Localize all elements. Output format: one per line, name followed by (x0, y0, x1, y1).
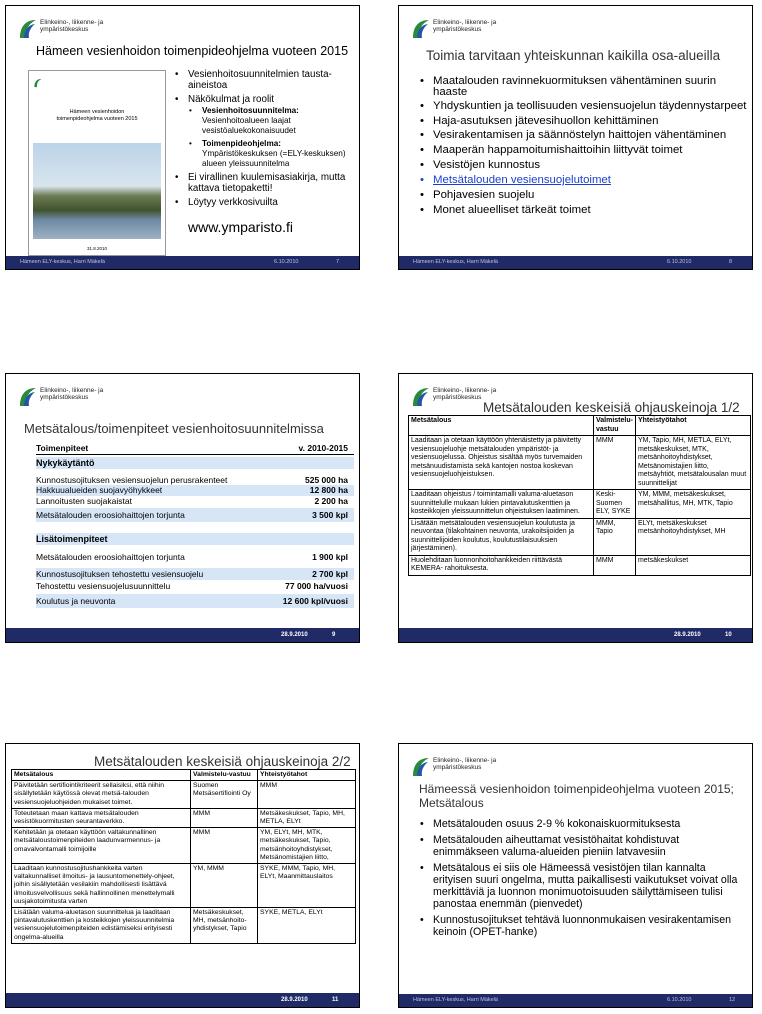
bullet: • Pohjavesien suojelu (417, 189, 747, 201)
cell: YM, MMM, metsäkeskukset, metsähallitus, MH, MTK, Tapio (635, 490, 750, 519)
slide-title: Metsätalouden keskeisiä ohjauskeinoja 1/2 (483, 400, 740, 415)
col-header: Valmistelu-vastuu (594, 416, 636, 436)
row-value: 77 000 ha/vuosi (285, 581, 348, 591)
slide-8 (398, 5, 753, 270)
slide-footer (6, 256, 359, 269)
website-url: www.ymparisto.fi (188, 219, 294, 235)
slide-title: Toimia tarvitaan yhteiskunnan kaikilla osa-alueilla (426, 48, 721, 63)
bullet-list (417, 818, 747, 942)
lake-photo (33, 143, 161, 239)
table-row (12, 781, 356, 809)
logo-line2: ympäristökeskus (433, 26, 482, 33)
section-header: Nykykäytäntö (36, 457, 354, 469)
cell: Keski-Suomen ELY, SYKE (594, 490, 636, 519)
sub-bullet-text: Vesienhoitoalueen laajat vesistöaluekokonaisuudet (202, 116, 296, 135)
slide-number: 7 (336, 259, 340, 265)
row-value: 2 200 ha (314, 496, 348, 506)
cell: MMM (258, 781, 356, 809)
cell: MMM (594, 436, 636, 490)
cell: Metsäkeskukset, MH, metsänhoito-yhdistykset, Tapio (191, 908, 258, 944)
logo-line2: ympäristökeskus (433, 764, 482, 771)
cell: YM, MMM (191, 864, 258, 908)
logo-line1: Elinkeino-, liikenne- ja (433, 19, 497, 26)
table-row (12, 808, 356, 827)
bullet: • Monet alueelliset tärkeät toimet (417, 204, 747, 216)
bullet: • Näkökulmat ja roolit (172, 94, 352, 105)
footer-date: 28.9.2010 (674, 632, 701, 638)
table-row (36, 568, 354, 580)
cell: metsäkeskukset (635, 555, 750, 575)
bullet: • Metsätalouden aiheuttamat vesistöhaitat kohdistuvat enimmäkseen valuma-alueiden pieniin latvavesiin (417, 834, 747, 858)
table-row (36, 581, 354, 592)
slide-number: 10 (725, 632, 732, 638)
cell: Lisätään metsätalouden vesiensuojelun koulutusta ja neuvontaa (tilakohtainen neuvonta, urakoitsijoiden ja suunnittelijoiden koulutus, koulutustilaisuuksien järjestäminen). (409, 518, 594, 555)
col-header: Yhteistyötahot (258, 770, 356, 781)
cell: SYKE, MMM, Tapio, MH, ELYt, Maanmittauslaitos (258, 864, 356, 908)
row-value: 12 800 ha (309, 485, 348, 495)
row-value: 12 600 kpl/vuosi (282, 596, 348, 606)
row-value: 3 500 kpl (312, 510, 348, 520)
row-label: Kunnostusojituksen vesiensuojelun perusrakenteet (36, 475, 228, 485)
slide-number: 11 (332, 997, 339, 1003)
table-row (12, 908, 356, 944)
footer-date: 28.9.2010 (281, 997, 308, 1003)
cover-title: Hämeen vesienhoidon toimenpideohjelma vuoteen 2015 (56, 109, 138, 122)
footer-author: Hämeen ELY-keskus, Harri Mäkelä (20, 259, 105, 265)
bullet: • Ei virallinen kuulemisasiakirja, mutta kattava tietopaketti! (172, 172, 352, 194)
bullet: • Löytyy verkkosivuilta (172, 197, 352, 208)
slide-title: Metsätalous/toimenpiteet vesienhoitosuunnitelmissa (24, 421, 324, 436)
row-value: 525 000 ha (304, 475, 348, 485)
cell: Metsäkeskukset, Tapio, MH, METLA, ELYt (258, 808, 356, 827)
table-row (409, 518, 751, 555)
table-header (409, 416, 751, 436)
slide-11 (5, 743, 360, 1008)
sub-bullet (186, 106, 352, 136)
col-header: Valmistelu-vastuu (191, 770, 258, 781)
cell: MMM (594, 555, 636, 575)
cell: ELYt, metsäkeskukset metsänhoitoyhdistykset, MH (635, 518, 750, 555)
cell: MMM (191, 828, 258, 864)
ely-logo (18, 386, 128, 412)
slide-footer (399, 256, 752, 269)
slide-12 (398, 743, 753, 1008)
footer-date: 28.9.2010 (281, 632, 308, 638)
table-row (36, 496, 354, 507)
bullet: • Metsätalous ei siis ole Hämeessä vesistöjen tilan kannalta erityisen suuri ongelma, mutta paikallisesti vaikutukset voivat olla merkittäviä ja luonnon monimuotoisuuden säilyttämiseen tulisi panostaa enemmän (pienvedet) (417, 862, 747, 910)
slide-footer (6, 993, 359, 1007)
col-header: v. 2010-2015 (298, 443, 348, 453)
table-row (409, 555, 751, 575)
row-label: Hakkuualueiden suojavyöhykkeet (36, 485, 163, 495)
row-label: Metsätalouden eroosiohaittojen torjunta (36, 510, 185, 520)
table-header (36, 442, 354, 455)
bullet-link[interactable]: • Metsätalouden vesiensuojelutoimet (417, 174, 747, 186)
table-row (36, 550, 354, 564)
ely-logo (411, 756, 521, 782)
row-value: 1 900 kpl (312, 552, 348, 562)
bullet-list (417, 76, 747, 219)
table-row (409, 436, 751, 490)
cover-date: 31.8.2010 (86, 246, 108, 251)
row-label: Koulutus ja neuvonta (36, 596, 116, 606)
logo-line2: ympäristökeskus (40, 26, 89, 33)
slide-title: Metsätalouden keskeisiä ohjauskeinoja 2/2 (94, 754, 351, 769)
cell: Lisätään valuma-aluetason suunnittelua ja laaditaan pintavalutuskenttien ja kosteikkojen yleissuunnitelmia vesiensuojelutoimenpiteiden edistämiseksi erityisesti ongelma-alueilla (12, 908, 191, 944)
cell: SYKE, METLA, ELYt (258, 908, 356, 944)
slide-number: 9 (332, 632, 336, 638)
table-row (36, 594, 354, 608)
bullet: • Vesirakentamisen ja säännöstelyn haittojen vähentäminen (417, 130, 747, 141)
cell: Toteutetaan maan kattava metsätalouden vesistökuormitusten seurantaverkko. (12, 808, 191, 827)
cell: Kehitetään ja otetaan käyttöön valtakunnallinen metsätaloustoimenpiteiden laadunvarmennus- ja omavalvontamalli toimijoille (12, 828, 191, 864)
bullet: • Maaperän happamoitumishaittoihin liittyvät toimet (417, 144, 747, 156)
table-row (36, 508, 354, 522)
cell: Laaditaan ohjeistus / toimintamalli valuma-aluetason suunnittelulle mukaan lukien pintavalutuskenttien ja kosteikkojen yleissuunnittelun ohjeistuksen laatiminen. (409, 490, 594, 519)
cell: MMM, Tapio (594, 518, 636, 555)
cell: MMM (191, 808, 258, 827)
sub-bullet (186, 139, 352, 169)
bullet-list (172, 69, 352, 208)
bullet: • Vesienhoitosuunnitelmien tausta-aineistoa (172, 69, 352, 91)
footer-author: Hämeen ELY-keskus, Harri Mäkelä (413, 259, 498, 265)
logo-line1: Elinkeino-, liikenne- ja (40, 387, 104, 394)
bullet: • Kunnostusojitukset tehtävä luonnonmukaisen vesirakentamisen keinoin (OPET-hanke) (417, 914, 747, 938)
sub-bullet-text: Ympäristökeskuksen (=ELY-keskuksen) alueen yleissuunnitelma (202, 149, 346, 168)
guidance-table (408, 415, 751, 576)
bullet: • Maatalouden ravinnekuormituksen vähentäminen suurin haaste (417, 76, 747, 98)
row-label: Kunnostusojituksen tehostettu vesiensuojelu (36, 569, 204, 579)
footer-date: 6.10.2010 (667, 997, 692, 1003)
ely-logo (411, 18, 521, 44)
slide-number: 8 (729, 259, 733, 265)
slide-footer (399, 994, 752, 1007)
footer-date: 6.10.2010 (274, 259, 299, 265)
col-header: Metsätalous (409, 416, 594, 436)
cell: YM, ELYt, MH, MTK, metsäkeskukset, Tapio, metsänhoitoyhdistykset, Metsänomistajien liitto, (258, 828, 356, 864)
bullet: • Haja-asutuksen jätevesihuollon kehittäminen (417, 115, 747, 127)
cell: Huolehditaan luonnonhoitohankkeiden riittävästä KEMERA- rahoituksesta. (409, 555, 594, 575)
cell: YM, Tapio, MH, METLA, ELYt, metsäkeskukset, MTK, metsänhoitoyhdistykset, Metsänomistajien liitto, metsäyhtiöt, metsätalousalan muut suunnittelijat (635, 436, 750, 490)
slide-footer (6, 628, 359, 642)
cell: Päivitetään sertifiointikriteerit sellaisiksi, että niihin sisällytetään käytössä olevat metsä-talouden vesiensuojeluohjeiden mukaiset toimet. (12, 781, 191, 809)
logo-line2: ympäristökeskus (40, 394, 89, 401)
section-header: Lisätoimenpiteet (36, 533, 354, 545)
logo-line1: Elinkeino-, liikenne- ja (433, 387, 497, 394)
logo-line2: ympäristökeskus (433, 394, 482, 401)
table-header (12, 770, 356, 781)
row-label: Metsätalouden eroosiohaittojen torjunta (36, 552, 185, 562)
table-row (12, 864, 356, 908)
cell: Suomen Metsäsertifiointi Oy (191, 781, 258, 809)
bullet: • Yhdyskuntien ja teollisuuden vesiensuojelun täydennystarpeet (417, 101, 747, 112)
bullet: • Metsätalouden osuus 2-9 % kokonaiskuormituksesta (417, 818, 747, 830)
logo-line1: Elinkeino-, liikenne- ja (40, 19, 104, 26)
slide-7 (5, 5, 360, 270)
slide-title: Hämeen vesienhoidon toimenpideohjelma vuoteen 2015 (36, 44, 349, 58)
bullet: • Vesistöjen kunnostus (417, 159, 747, 171)
slide-title: Hämeessä vesienhoidon toimenpideohjelma vuoteen 2015; Metsätalous (419, 782, 734, 810)
cell: Laaditaan ja otetaan käyttöön yhtenäistetty ja päivitetty vesiensuojeluohje metsätalouden ympäristöt- ja vesiensuojelussa. Ohjeistus sisältää myös turvemaiden metsänuudistamista sekä kantojen nostoa koskevan vesiensuojeluohjeistuksen. (409, 436, 594, 490)
measures-table (36, 442, 354, 612)
report-cover-image (28, 70, 166, 256)
table-row (12, 828, 356, 864)
col-header: Yhteistyötahot (635, 416, 750, 436)
table-row (36, 485, 354, 496)
guidance-table (11, 769, 356, 944)
slide-9 (5, 373, 360, 643)
slide-number: 12 (729, 997, 736, 1003)
cell: Laaditaan kunnostusojitushankkeita varten valtakunnalliset ilmoitus- ja lausuntomenettely-ohjeet, joihin sisällytetään vesilakiin mahdollisesti lisättävä ilmoitusvelvollisuus sekä hallinnollinen menettelymalli uusjakotoimitusta varten (12, 864, 191, 908)
row-value: 2 700 kpl (312, 569, 348, 579)
slide-10 (398, 373, 753, 643)
slide-footer (399, 628, 752, 642)
table-row (409, 490, 751, 519)
row-label: Tehostettu vesiensuojelusuunnittelu (36, 581, 171, 591)
col-header: Toimenpiteet (36, 443, 89, 453)
row-label: Lannoitusten suojakaistat (36, 496, 132, 506)
footer-date: 6.10.2010 (667, 259, 692, 265)
ely-logo (18, 18, 128, 44)
col-header: Metsätalous (12, 770, 191, 781)
logo-line1: Elinkeino-, liikenne- ja (433, 757, 497, 764)
sub-bullet-label: Toimenpideohjelma: (202, 139, 281, 148)
sub-bullet-label: Vesienhoitosuunnitelma: (202, 106, 299, 115)
footer-author: Hämeen ELY-keskus, Harri Mäkelä (413, 997, 498, 1003)
